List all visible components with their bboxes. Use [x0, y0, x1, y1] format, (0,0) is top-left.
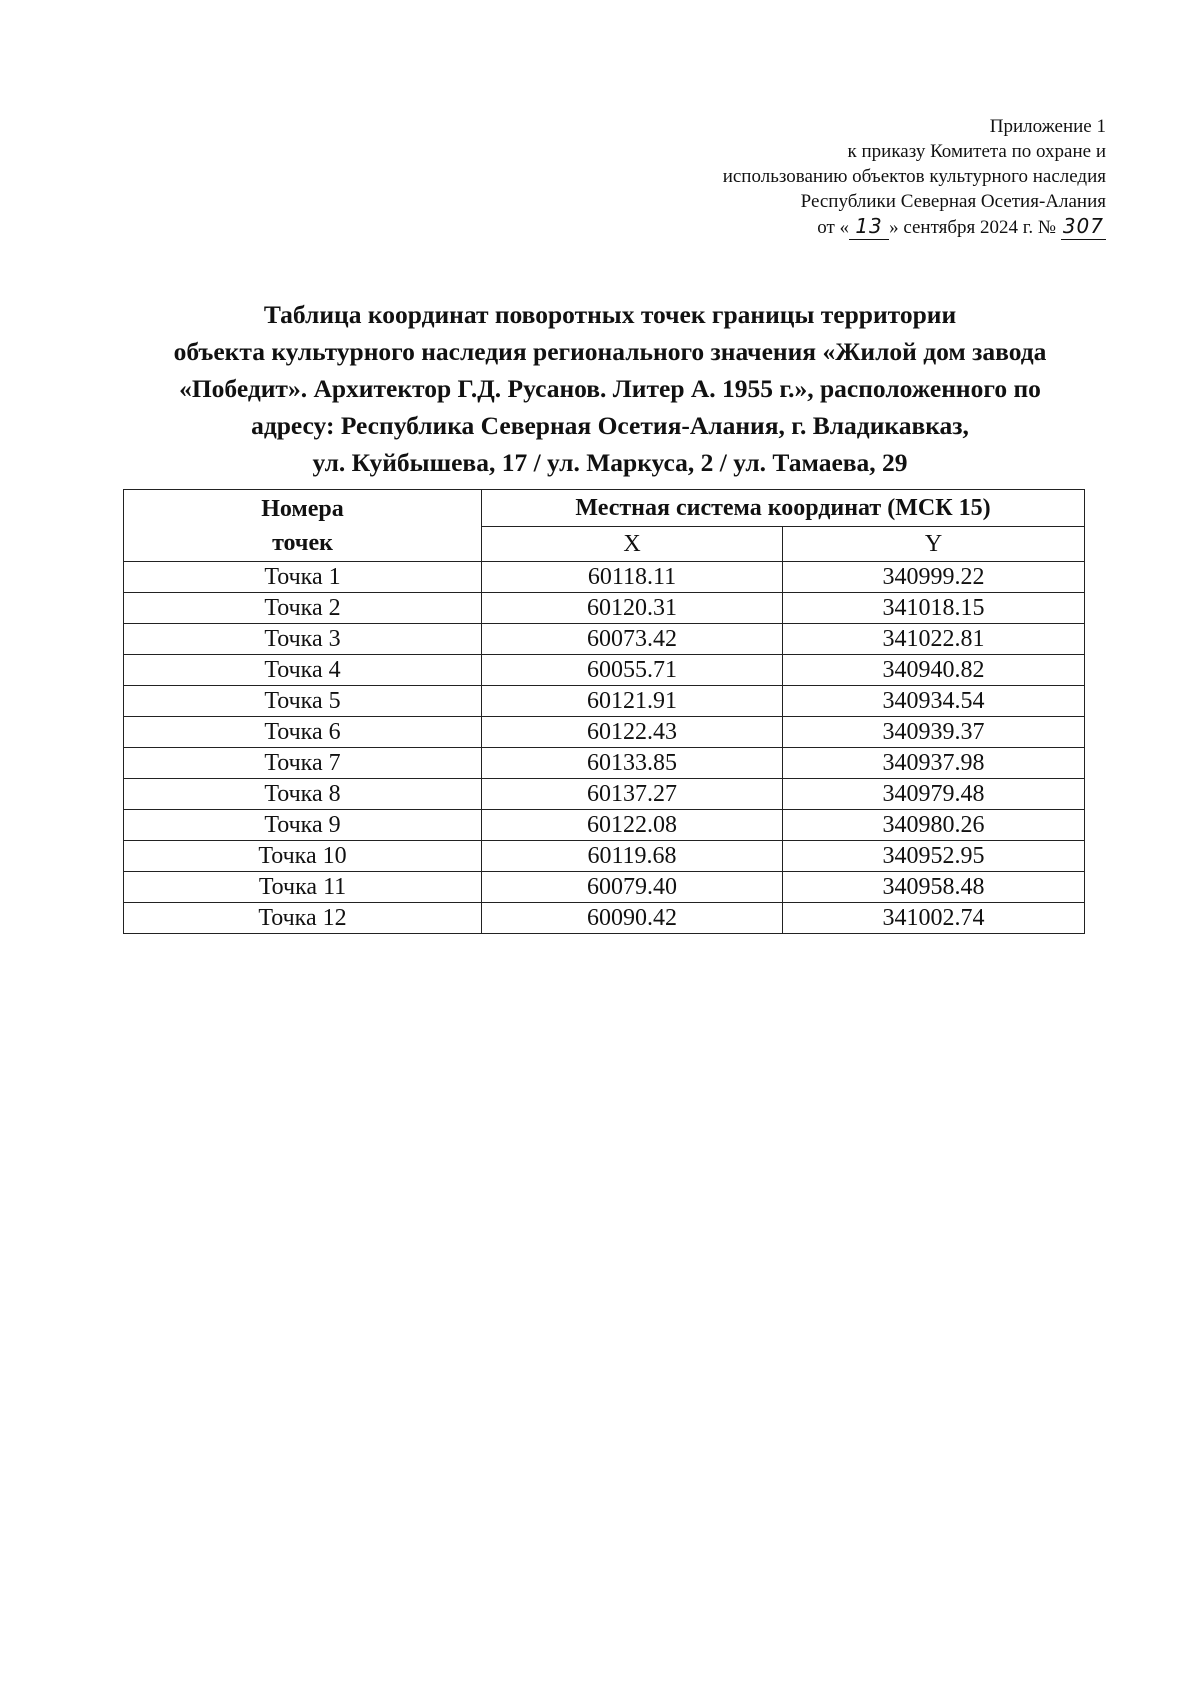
table-row	[124, 872, 1085, 903]
header-point-numbers-line1: Номера	[261, 496, 344, 522]
document-title	[110, 296, 1110, 481]
y-cell: 340940.82	[783, 655, 1085, 686]
y-cell: 340980.26	[783, 810, 1085, 841]
coordinates-table	[123, 489, 1085, 934]
annex-line-republic: Республики Северная Осетия-Алания	[800, 191, 1106, 212]
point-cell: Точка 3	[124, 624, 482, 655]
table-header-row	[124, 490, 1085, 527]
point-cell: Точка 10	[124, 841, 482, 872]
header-point-numbers-line2: точек	[272, 530, 333, 556]
annex-date-line	[466, 214, 1106, 240]
x-cell: 60090.42	[482, 903, 783, 934]
point-cell: Точка 4	[124, 655, 482, 686]
annex-header	[466, 114, 1106, 240]
point-cell: Точка 12	[124, 903, 482, 934]
point-cell: Точка 2	[124, 593, 482, 624]
header-coordinate-system: Местная система координат (МСК 15)	[482, 490, 1085, 527]
y-cell: 341018.15	[783, 593, 1085, 624]
x-cell: 60122.43	[482, 717, 783, 748]
annex-date-mid: » сентября 2024 г. №	[889, 217, 1057, 238]
point-cell: Точка 9	[124, 810, 482, 841]
table-row	[124, 779, 1085, 810]
header-x: X	[482, 527, 783, 562]
table-row	[124, 593, 1085, 624]
x-cell: 60121.91	[482, 686, 783, 717]
y-cell: 340999.22	[783, 562, 1085, 593]
header-y: Y	[783, 527, 1085, 562]
point-cell: Точка 6	[124, 717, 482, 748]
x-cell: 60120.31	[482, 593, 783, 624]
annex-order-number-handwritten: 307	[1062, 214, 1104, 238]
table-body	[124, 562, 1085, 934]
title-line-3: «Победит». Архитектор Г.Д. Русанов. Литер А. 1955 г.», расположенного по	[179, 374, 1041, 403]
y-cell: 341022.81	[783, 624, 1085, 655]
x-cell: 60119.68	[482, 841, 783, 872]
table-row	[124, 810, 1085, 841]
coordinates-table-wrapper	[123, 489, 1084, 934]
y-cell: 340934.54	[783, 686, 1085, 717]
table-row	[124, 655, 1085, 686]
annex-line-usage: использованию объектов культурного наследия	[722, 166, 1106, 187]
annex-title: Приложение 1	[989, 116, 1106, 137]
title-line-1: Таблица координат поворотных точек границы территории	[263, 300, 957, 329]
point-cell: Точка 7	[124, 748, 482, 779]
y-cell: 340939.37	[783, 717, 1085, 748]
y-cell: 340952.95	[783, 841, 1085, 872]
x-cell: 60055.71	[482, 655, 783, 686]
x-cell: 60137.27	[482, 779, 783, 810]
header-point-numbers	[124, 490, 482, 562]
table-row	[124, 624, 1085, 655]
table-row	[124, 903, 1085, 934]
x-cell: 60133.85	[482, 748, 783, 779]
y-cell: 340937.98	[783, 748, 1085, 779]
point-cell: Точка 1	[124, 562, 482, 593]
x-cell: 60122.08	[482, 810, 783, 841]
title-line-4: адресу: Республика Северная Осетия-Алания, г. Владикавказ,	[251, 411, 969, 440]
y-cell: 340979.48	[783, 779, 1085, 810]
table-row	[124, 748, 1085, 779]
x-cell: 60118.11	[482, 562, 783, 593]
annex-date-prefix: от «	[817, 217, 850, 238]
y-cell: 341002.74	[783, 903, 1085, 934]
x-cell: 60073.42	[482, 624, 783, 655]
table-row	[124, 841, 1085, 872]
x-cell: 60079.40	[482, 872, 783, 903]
table-row	[124, 717, 1085, 748]
y-cell: 340958.48	[783, 872, 1085, 903]
title-line-5: ул. Куйбышева, 17 / ул. Маркуса, 2 / ул. Тамаева, 29	[312, 448, 908, 477]
point-cell: Точка 8	[124, 779, 482, 810]
table-row	[124, 562, 1085, 593]
title-line-2: объекта культурного наследия регионального значения «Жилой дом завода	[173, 337, 1047, 366]
annex-date-day-handwritten: 13	[849, 214, 889, 240]
annex-line-order: к приказу Комитета по охране и	[847, 141, 1106, 162]
table-row	[124, 686, 1085, 717]
point-cell: Точка 11	[124, 872, 482, 903]
point-cell: Точка 5	[124, 686, 482, 717]
